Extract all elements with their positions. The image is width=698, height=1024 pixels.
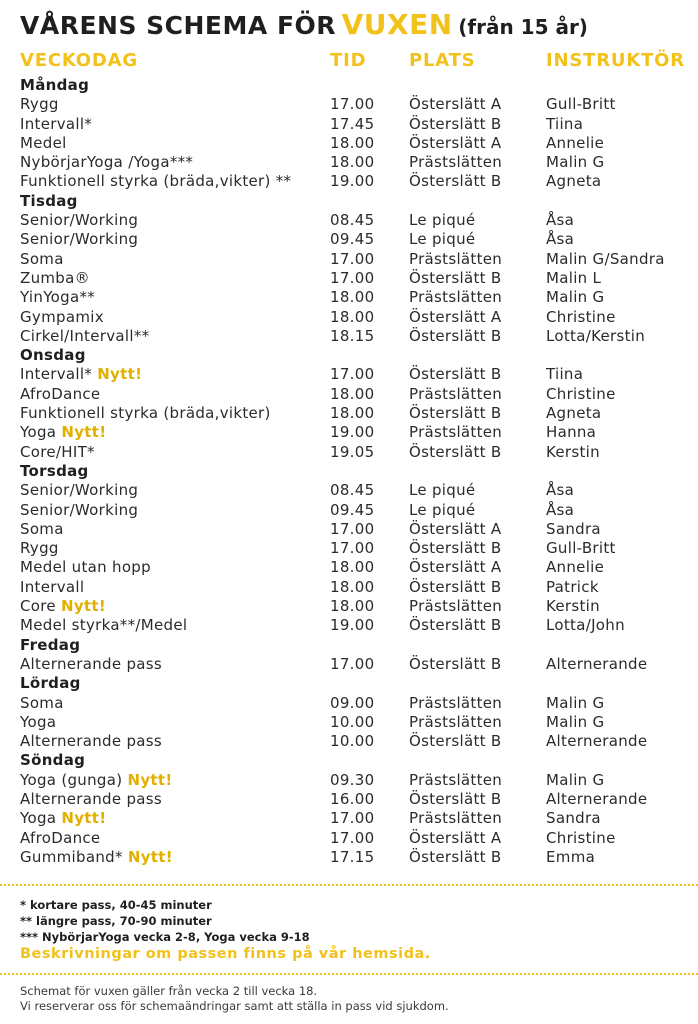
- class-instructor: Alternerande: [546, 732, 648, 751]
- class-place: Le piqué: [409, 500, 476, 519]
- class-name: Alternerande pass: [20, 789, 163, 808]
- class-instructor: Malin G: [546, 288, 605, 307]
- class-instructor: Kerstin: [546, 597, 600, 616]
- schedule-row: [0, 385, 698, 404]
- class-name-cell: [20, 809, 106, 828]
- class-place: Österslätt B: [409, 404, 502, 423]
- class-instructor: Lotta/John: [546, 616, 625, 635]
- class-place: Prästslätten: [409, 153, 503, 172]
- class-name: Medel: [20, 133, 67, 152]
- class-place: Prästslätten: [409, 712, 503, 731]
- class-place: Österslätt A: [409, 828, 502, 847]
- schedule-row: [0, 365, 698, 384]
- class-place: Prästslätten: [409, 809, 503, 828]
- class-place: Prästslätten: [409, 288, 503, 307]
- schedule-row: [0, 423, 698, 442]
- schedule-row: [0, 520, 698, 539]
- class-name-cell: [20, 616, 187, 635]
- schedule-row: [0, 616, 698, 635]
- day-heading: [0, 346, 698, 365]
- class-instructor: Malin G: [546, 153, 605, 172]
- new-badge: Nytt!: [97, 365, 143, 384]
- day-label: Lördag: [20, 674, 81, 693]
- class-name-cell: [20, 172, 291, 191]
- divider-bottom: [0, 973, 698, 975]
- class-name: NybörjarYoga /Yoga***: [20, 153, 194, 172]
- new-badge: Nytt!: [61, 423, 107, 442]
- class-name: Intervall*: [20, 114, 93, 133]
- schedule-row: [0, 481, 698, 500]
- schedule-row: [0, 732, 698, 751]
- class-instructor: Malin G/Sandra: [546, 249, 665, 268]
- header-time: TID: [330, 50, 367, 71]
- class-name-cell: [20, 481, 138, 500]
- class-time: 09.30: [330, 770, 375, 789]
- class-name: Alternerande pass: [20, 732, 163, 751]
- class-name-cell: [20, 423, 106, 442]
- schedule-row: [0, 558, 698, 577]
- class-instructor: Tiina: [546, 365, 584, 384]
- class-place: Österslätt A: [409, 133, 502, 152]
- class-instructor: Malin G: [546, 770, 605, 789]
- class-name-cell: [20, 443, 95, 462]
- class-place: Österslätt B: [409, 365, 502, 384]
- class-time: 17.00: [330, 365, 375, 384]
- class-place: Österslätt B: [409, 114, 502, 133]
- class-time: 17.00: [330, 249, 375, 268]
- class-instructor: Åsa: [546, 211, 575, 230]
- class-name: Soma: [20, 693, 64, 712]
- day-heading: [0, 636, 698, 655]
- class-name: Medel utan hopp: [20, 558, 151, 577]
- footer-line-2: Vi reserverar oss för schemaändringar samt att ställa in pass vid sjukdom.: [20, 999, 449, 1013]
- class-name: Funktionell styrka (bräda,vikter): [20, 404, 271, 423]
- schedule-row: [0, 501, 698, 520]
- class-name: Medel styrka**/Medel: [20, 616, 188, 635]
- schedule-row: [0, 539, 698, 558]
- schedule-row: [0, 578, 698, 597]
- class-name-cell: [20, 308, 104, 327]
- schedule-row: [0, 597, 698, 616]
- class-place: Prästslätten: [409, 384, 503, 403]
- schedule-row: [0, 713, 698, 732]
- title-suffix: (från 15 år): [458, 15, 588, 39]
- class-time: 18.00: [330, 577, 375, 596]
- class-name: Yoga: [20, 809, 57, 828]
- class-name-cell: [20, 597, 106, 616]
- schedule-row: [0, 288, 698, 307]
- schedule-row: [0, 327, 698, 346]
- class-name: Gummiband*: [20, 847, 123, 866]
- class-time: 18.00: [330, 307, 375, 326]
- new-badge: Nytt!: [61, 597, 107, 616]
- class-time: 17.00: [330, 654, 375, 673]
- day-heading: [0, 76, 698, 95]
- class-instructor: Hanna: [546, 423, 597, 442]
- class-name: Gympamix: [20, 307, 104, 326]
- class-name: YinYoga**: [20, 288, 96, 307]
- schedule-row: [0, 269, 698, 288]
- title-prefix: VÅRENS SCHEMA FÖR: [20, 11, 337, 40]
- class-time: 18.00: [330, 404, 375, 423]
- class-place: Österslätt B: [409, 172, 502, 191]
- schedule-row: [0, 230, 698, 249]
- class-instructor: Emma: [546, 847, 596, 866]
- schedule-row: [0, 848, 698, 867]
- class-instructor: Alternerande: [546, 789, 648, 808]
- class-instructor: Annelie: [546, 133, 605, 152]
- class-place: Österslätt B: [409, 539, 502, 558]
- class-place: Österslätt A: [409, 519, 502, 538]
- class-instructor: Tiina: [546, 114, 584, 133]
- class-instructor: Agneta: [546, 172, 602, 191]
- class-name: Yoga: [20, 712, 57, 731]
- class-instructor: Annelie: [546, 558, 605, 577]
- class-instructor: Sandra: [546, 809, 601, 828]
- class-time: 17.00: [330, 268, 375, 287]
- class-instructor: Åsa: [546, 500, 575, 519]
- class-time: 09.00: [330, 693, 375, 712]
- class-name: Senior/Working: [20, 211, 139, 230]
- class-name: Senior/Working: [20, 500, 139, 519]
- class-time: 18.00: [330, 597, 375, 616]
- class-name-cell: [20, 558, 151, 577]
- class-time: 18.15: [330, 326, 375, 345]
- class-name-cell: [20, 365, 142, 384]
- notes: [20, 897, 310, 945]
- footer: [20, 984, 449, 1014]
- class-name-cell: [20, 501, 138, 520]
- class-time: 08.45: [330, 481, 375, 500]
- class-place: Österslätt B: [409, 654, 502, 673]
- class-instructor: Malin G: [546, 712, 605, 731]
- day-label: Tisdag: [20, 191, 78, 210]
- class-name: Core: [20, 597, 56, 616]
- class-name: Senior/Working: [20, 481, 139, 500]
- day-heading: [0, 462, 698, 481]
- class-instructor: Christine: [546, 828, 616, 847]
- schedule-row: [0, 771, 698, 790]
- class-instructor: Patrick: [546, 577, 599, 596]
- day-heading: [0, 674, 698, 693]
- class-place: Österslätt B: [409, 732, 502, 751]
- class-time: 16.00: [330, 789, 375, 808]
- class-name-cell: [20, 790, 162, 809]
- class-name-cell: [20, 211, 138, 230]
- class-time: 09.45: [330, 230, 375, 249]
- class-name: Alternerande pass: [20, 654, 163, 673]
- new-badge: Nytt!: [127, 847, 173, 866]
- class-instructor: Gull-Britt: [546, 539, 616, 558]
- note-long: ** längre pass, 70-90 minuter: [20, 914, 212, 928]
- class-instructor: Christine: [546, 384, 616, 403]
- class-name-cell: [20, 829, 100, 848]
- class-name: Rygg: [20, 95, 59, 114]
- class-time: 19.00: [330, 423, 375, 442]
- day-heading: [0, 751, 698, 770]
- header-instructor: INSTRUKTÖR: [546, 50, 685, 71]
- class-time: 10.00: [330, 712, 375, 731]
- class-place: Prästslätten: [409, 693, 503, 712]
- class-name-cell: [20, 848, 173, 867]
- class-place: Österslätt B: [409, 616, 502, 635]
- class-time: 17.00: [330, 828, 375, 847]
- class-instructor: Åsa: [546, 230, 575, 249]
- schedule-row: [0, 655, 698, 674]
- class-place: Prästslätten: [409, 770, 503, 789]
- class-name: Soma: [20, 519, 64, 538]
- class-instructor: Malin L: [546, 268, 602, 287]
- class-time: 08.45: [330, 211, 375, 230]
- schedule-row: [0, 404, 698, 423]
- class-time: 17.00: [330, 95, 375, 114]
- schedule-row: [0, 134, 698, 153]
- class-instructor: Agneta: [546, 404, 602, 423]
- class-name-cell: [20, 655, 162, 674]
- class-time: 17.45: [330, 114, 375, 133]
- class-name: Intervall*: [20, 365, 93, 384]
- class-instructor: Kerstin: [546, 442, 600, 461]
- day-label: Söndag: [20, 751, 86, 770]
- schedule-row: [0, 443, 698, 462]
- class-name-cell: [20, 153, 193, 172]
- schedule-row: [0, 172, 698, 191]
- day-label: Måndag: [20, 76, 90, 94]
- class-place: Prästslätten: [409, 597, 503, 616]
- class-place: Österslätt B: [409, 577, 502, 596]
- class-time: 17.15: [330, 847, 375, 866]
- class-time: 18.00: [330, 153, 375, 172]
- class-place: Österslätt B: [409, 268, 502, 287]
- class-name-cell: [20, 115, 92, 134]
- schedule-row: [0, 829, 698, 848]
- class-time: 09.45: [330, 500, 375, 519]
- class-name-cell: [20, 539, 59, 558]
- class-name-cell: [20, 385, 100, 404]
- class-name-cell: [20, 269, 90, 288]
- class-name-cell: [20, 771, 172, 790]
- class-time: 19.05: [330, 442, 375, 461]
- schedule-row: [0, 115, 698, 134]
- schedule-row: [0, 308, 698, 327]
- schedule-row: [0, 694, 698, 713]
- class-name: AfroDance: [20, 384, 101, 403]
- class-name: Rygg: [20, 539, 59, 558]
- class-instructor: Sandra: [546, 519, 601, 538]
- class-place: Österslätt B: [409, 847, 502, 866]
- description-text: Beskrivningar om passen finns på vår hemsida.: [20, 946, 431, 962]
- class-place: Österslätt A: [409, 95, 502, 114]
- schedule-row: [0, 790, 698, 809]
- class-place: Prästslätten: [409, 249, 503, 268]
- class-name-cell: [20, 134, 67, 153]
- class-time: 19.00: [330, 616, 375, 635]
- schedule-row: [0, 809, 698, 828]
- new-badge: Nytt!: [127, 770, 173, 789]
- class-time: 17.00: [330, 519, 375, 538]
- class-place: Le piqué: [409, 211, 476, 230]
- schedule-table: [0, 76, 698, 867]
- note-yoga: *** NybörjarYoga vecka 2-8, Yoga vecka 9-18: [20, 930, 310, 944]
- class-time: 18.00: [330, 384, 375, 403]
- class-instructor: Alternerande: [546, 654, 648, 673]
- class-name-cell: [20, 713, 56, 732]
- class-place: Prästslätten: [409, 423, 503, 442]
- class-name-cell: [20, 520, 64, 539]
- class-time: 19.00: [330, 172, 375, 191]
- new-badge: Nytt!: [61, 809, 107, 828]
- class-place: Le piqué: [409, 230, 476, 249]
- day-label: Fredag: [20, 635, 81, 654]
- day-label: Torsdag: [20, 461, 89, 480]
- class-name-cell: [20, 95, 59, 114]
- header-place: PLATS: [409, 50, 476, 71]
- class-time: 17.00: [330, 539, 375, 558]
- class-name: Intervall: [20, 577, 85, 596]
- note-short: * kortare pass, 40-45 minuter: [20, 898, 212, 912]
- class-name: Zumba®: [20, 268, 90, 287]
- class-name-cell: [20, 578, 84, 597]
- class-time: 18.00: [330, 558, 375, 577]
- class-instructor: Gull-Britt: [546, 95, 616, 114]
- page-title: [20, 8, 588, 48]
- class-name: Yoga (gunga): [20, 770, 123, 789]
- class-instructor: Christine: [546, 307, 616, 326]
- class-name: Core/HIT*: [20, 442, 95, 461]
- class-time: 10.00: [330, 732, 375, 751]
- schedule-row: [0, 95, 698, 114]
- class-place: Österslätt B: [409, 442, 502, 461]
- class-name: Soma: [20, 249, 64, 268]
- class-name-cell: [20, 288, 95, 307]
- class-place: Österslätt A: [409, 307, 502, 326]
- class-name-cell: [20, 250, 64, 269]
- class-time: 18.00: [330, 288, 375, 307]
- class-name: Yoga: [20, 423, 57, 442]
- class-name: Funktionell styrka (bräda,vikter) **: [20, 172, 292, 191]
- class-place: Österslätt B: [409, 326, 502, 345]
- schedule-row: [0, 250, 698, 269]
- class-name-cell: [20, 404, 271, 423]
- class-place: Österslätt A: [409, 558, 502, 577]
- class-instructor: Malin G: [546, 693, 605, 712]
- class-name-cell: [20, 732, 162, 751]
- class-name-cell: [20, 230, 138, 249]
- class-place: Österslätt B: [409, 789, 502, 808]
- day-label: Onsdag: [20, 346, 86, 365]
- class-name: Cirkel/Intervall**: [20, 326, 150, 345]
- schedule-row: [0, 211, 698, 230]
- title-highlight: VUXEN: [341, 8, 453, 41]
- class-instructor: Lotta/Kerstin: [546, 326, 646, 345]
- class-name-cell: [20, 694, 64, 713]
- class-place: Le piqué: [409, 481, 476, 500]
- schedule-row: [0, 153, 698, 172]
- day-heading: [0, 192, 698, 211]
- divider-top: [0, 884, 698, 886]
- footer-line-1: Schemat för vuxen gäller från vecka 2 till vecka 18.: [20, 984, 318, 998]
- class-name-cell: [20, 327, 149, 346]
- class-name: Senior/Working: [20, 230, 139, 249]
- class-time: 17.00: [330, 809, 375, 828]
- class-instructor: Åsa: [546, 481, 575, 500]
- header-day: VECKODAG: [20, 50, 138, 71]
- class-name: AfroDance: [20, 828, 101, 847]
- class-time: 18.00: [330, 133, 375, 152]
